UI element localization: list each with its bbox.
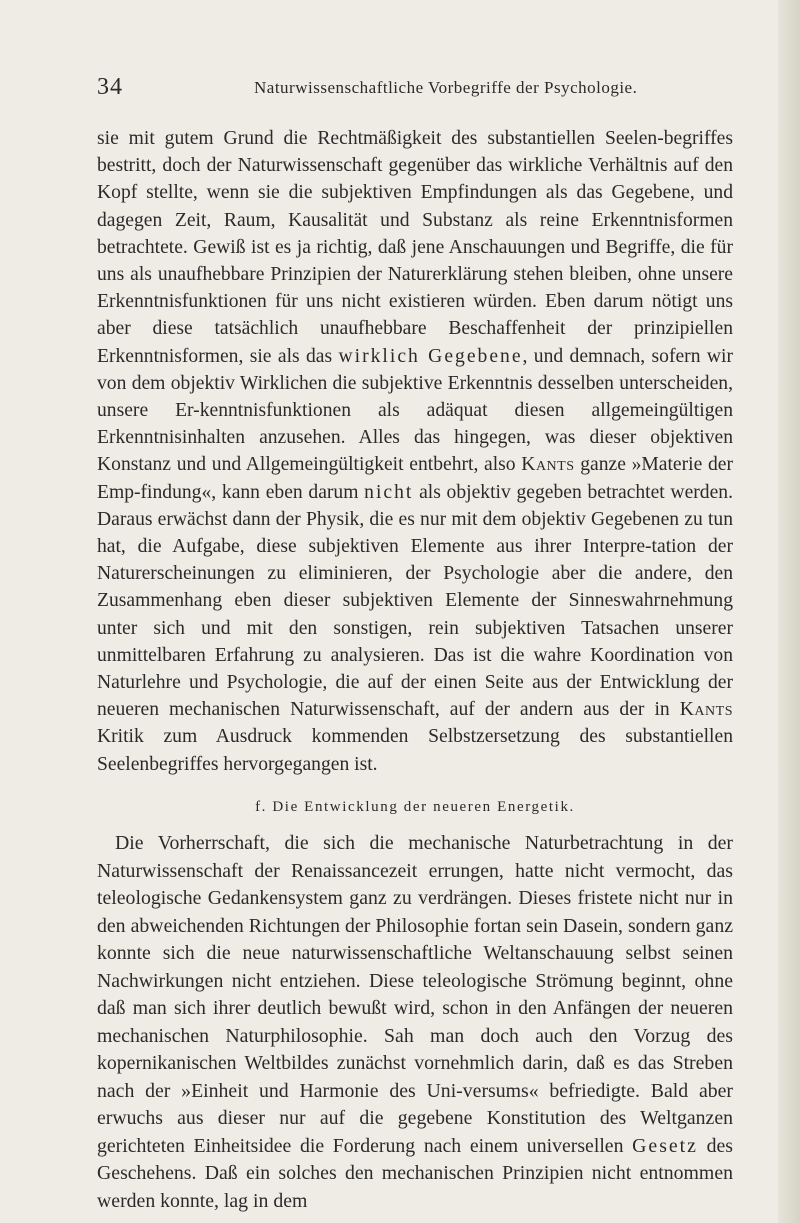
- emphasis-spaced: Gesetz: [632, 1134, 698, 1157]
- running-head: Naturwissenschaftliche Vorbegriffe der Psychologie.: [254, 78, 638, 97]
- author-name-kant: Kants: [521, 454, 575, 476]
- text-run: , und demnach, sofern wir von dem objektiv Wirklichen die subjektive Erkenntnis desselben unterscheiden, unsere Er-kenntnisfunktionen als adäquat diesen allgemeingültigen Erkenntnisinhalten anzusehen. Alles das hingegen, was dieser objektiven Konstanz und und Allgemeingültigkeit entbehrt, also: [97, 345, 733, 476]
- text-run: Die Vorherrschaft, die sich die mechanische Naturbetrachtung in der Naturwissenschaft der Renaissancezeit errungen, hatte nicht vermocht, das teleologische Gedankensystem ganz zu verdrängen. Dieses fristete nicht nur in den abweichenden Richtungen der Philosophie fortan sein Dasein, sondern ganz konnte sich die neue naturwissenschaftliche Weltanschauung selbst seinen Nachwirkungen nicht entziehen. Diese teleologische Strömung beginnt, ohne daß man sich ihrer deutlich bewußt wird, schon in den Anfängen der neueren mechanischen Naturphilosophie. Sah man doch auch den Vorzug des kopernikanischen Weltbildes zunächst vornehmlich darin, daß es das Streben nach der »Einheit und Harmonie des Uni-versums« befriedigte. Bald aber erwuchs aus dieser nur auf die gegebene Konstitution des Weltganzen gerichteten Einheitsidee die Forderung nach einem universellen: [97, 832, 733, 1157]
- emphasis-spaced: wirklich Gegebene: [338, 345, 523, 367]
- body-paragraph-2: [97, 830, 733, 1215]
- paragraph-2-text: [97, 830, 733, 1215]
- page-header: [97, 74, 717, 102]
- emphasis-spaced: nicht: [364, 481, 414, 503]
- paragraph-1-text: [97, 125, 733, 778]
- text-run: als objektiv gegeben betrachtet werden. Daraus erwächst dann der Physik, die es nur mit dem objektiv Gegebenen zu tun hat, die Aufgabe, diese subjektiven Elemente aus ihrer Interpre-tation der Naturerscheinungen zu eliminieren, der Psychologie aber die andere, den Zusammenhang eben dieser subjektiven Elemente der Sinneswahrnehmung unter sich und mit den sonstigen, rein subjektiven Tatsachen unserer unmittelbaren Erfahrung zu analysieren. Das ist die wahre Koordination von Naturlehre und Psychologie, die auf der einen Seite aus der Entwicklung der neueren mechanischen Naturwissenschaft, auf der andern aus der in: [97, 481, 733, 721]
- text-run: ganze »Materie der Emp-findung«, kann eben darum: [97, 454, 733, 503]
- body-paragraph-1: [97, 125, 733, 778]
- page-number: 34: [97, 74, 123, 100]
- section-heading: f. Die Entwicklung der neueren Energetik.: [255, 799, 575, 815]
- text-run: des Geschehens. Daß ein solches den mechanischen Prinzipien nicht entnommen werden konnte, lag in dem: [97, 1134, 733, 1212]
- text-run: Kritik zum Ausdruck kommenden Selbstzersetzung des substantiellen Seelenbegriffes hervorgegangen ist.: [97, 726, 733, 775]
- page-edge-shadow: [778, 0, 800, 1223]
- text-run: sie mit gutem Grund die Rechtmäßigkeit des substantiellen Seelen-begriffes bestritt, doch der Naturwissenschaft gegenüber das wirkliche Verhältnis auf den Kopf stellte, wenn sie die subjektiven Empfindungen als das Gegebene, und dagegen Zeit, Raum, Kausalität und Substanz als reine Erkenntnisformen betrachtete. Gewiß ist es ja richtig, daß jene Anschauungen und Begriffe, die für uns als unaufhebbare Prinzipien der Naturerklärung stehen bleiben, ohne unsere Erkenntnisfunktionen für uns nicht existieren würden. Eben darum nötigt uns aber diese tatsächlich unaufhebbare Beschaffenheit der prinzipiellen Erkenntnisformen, sie als das: [97, 128, 733, 367]
- author-name-kant: Kants: [679, 699, 733, 721]
